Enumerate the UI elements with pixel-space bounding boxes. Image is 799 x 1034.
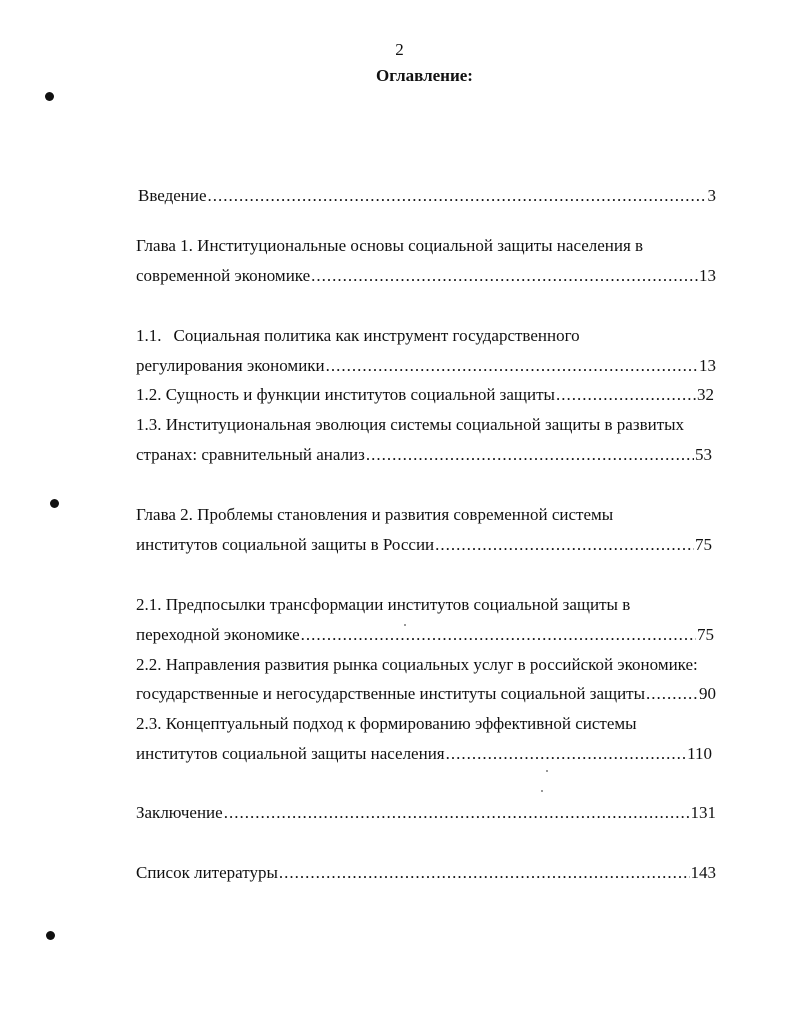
page-title: Оглавление: — [376, 66, 473, 85]
toc-section-1-1-title[interactable] — [136, 325, 580, 347]
toc-leader-dots — [435, 534, 694, 556]
toc-entry-section-1-3[interactable] — [136, 444, 712, 466]
toc-entry-page: 90 — [699, 684, 716, 703]
toc-entry-section-1-1[interactable] — [136, 355, 716, 377]
toc-entry-section-2-2[interactable] — [136, 683, 716, 705]
toc-entry-page: 53 — [695, 445, 712, 464]
binder-hole-mark-middle — [50, 499, 59, 508]
toc-entry-page: 75 — [697, 625, 714, 644]
toc-entry-title: Введение — [138, 186, 207, 205]
toc-section-2-2-title[interactable]: 2.2. Направления развития рынка социальных услуг в российской экономике: — [136, 655, 698, 674]
toc-entry-title: странах: сравнительный анализ — [136, 445, 365, 464]
toc-entry-page: 13 — [699, 266, 716, 285]
toc-entry-page: 75 — [695, 535, 712, 554]
toc-entry-references[interactable] — [136, 862, 716, 884]
toc-entry-title: регулирования экономики — [136, 356, 325, 375]
scan-speck — [546, 770, 548, 772]
toc-entry-title: институтов социальной защиты в России — [136, 535, 435, 554]
toc-entry-conclusion[interactable] — [136, 802, 716, 824]
toc-section-number: 1.1. — [136, 326, 162, 345]
toc-entry-title: Заключение — [136, 803, 223, 822]
toc-entry-title: переходной экономике — [136, 625, 300, 644]
toc-entry-page: 32 — [697, 385, 714, 404]
toc-leader-dots — [208, 185, 707, 207]
toc-leader-dots — [326, 355, 698, 377]
page-number: 2 — [395, 40, 404, 59]
scan-speck — [541, 790, 543, 792]
binder-hole-mark-top — [45, 92, 54, 101]
toc-entry-section-1-2[interactable] — [136, 384, 714, 406]
toc-entry-section-2-1[interactable] — [136, 624, 714, 646]
toc-entry-page: 143 — [690, 863, 716, 882]
toc-entry-chapter-1[interactable] — [136, 265, 716, 287]
toc-section-2-3-title[interactable]: 2.3. Концептуальный подход к формированию эффективной системы — [136, 714, 637, 733]
toc-entry-page: 13 — [699, 356, 716, 375]
toc-leader-dots — [366, 444, 694, 466]
toc-entry-title: государственные и негосударственные институты социальной защиты — [136, 684, 646, 703]
toc-chapter-1-title[interactable]: Глава 1. Институциональные основы социальной защиты населения в — [136, 236, 644, 255]
toc-leader-dots — [279, 862, 690, 884]
toc-entry-title: институтов социальной защиты населения — [136, 744, 445, 763]
toc-entry-page: 110 — [687, 744, 712, 763]
toc-leader-dots — [311, 265, 698, 287]
toc-entry-title: Список литературы — [136, 863, 278, 882]
toc-chapter-2-title[interactable]: Глава 2. Проблемы становления и развития современной системы — [136, 505, 614, 524]
toc-leader-dots — [556, 384, 696, 406]
toc-entry-section-2-3[interactable] — [136, 743, 712, 765]
toc-section-1-3-title[interactable]: 1.3. Институциональная эволюция системы социальной защиты в развитых — [136, 415, 685, 434]
binder-hole-mark-bottom — [46, 931, 55, 940]
toc-leader-dots — [301, 624, 696, 646]
toc-entry-page: 131 — [690, 803, 716, 822]
toc-entry-introduction[interactable] — [138, 185, 716, 207]
toc-leader-dots — [224, 802, 690, 824]
toc-entry-title: 1.2. Сущность и функции институтов социальной защиты — [136, 385, 555, 404]
toc-entry-title: современной экономике — [136, 266, 311, 285]
toc-leader-dots — [446, 743, 687, 765]
toc-entry-page: 3 — [707, 186, 716, 205]
toc-section-title: Социальная политика как инструмент государственного — [173, 326, 580, 345]
toc-entry-chapter-2[interactable] — [136, 534, 712, 556]
toc-section-2-1-title[interactable]: 2.1. Предпосылки трансформации институтов социальной защиты в — [136, 595, 631, 614]
toc-leader-dots — [646, 683, 698, 705]
